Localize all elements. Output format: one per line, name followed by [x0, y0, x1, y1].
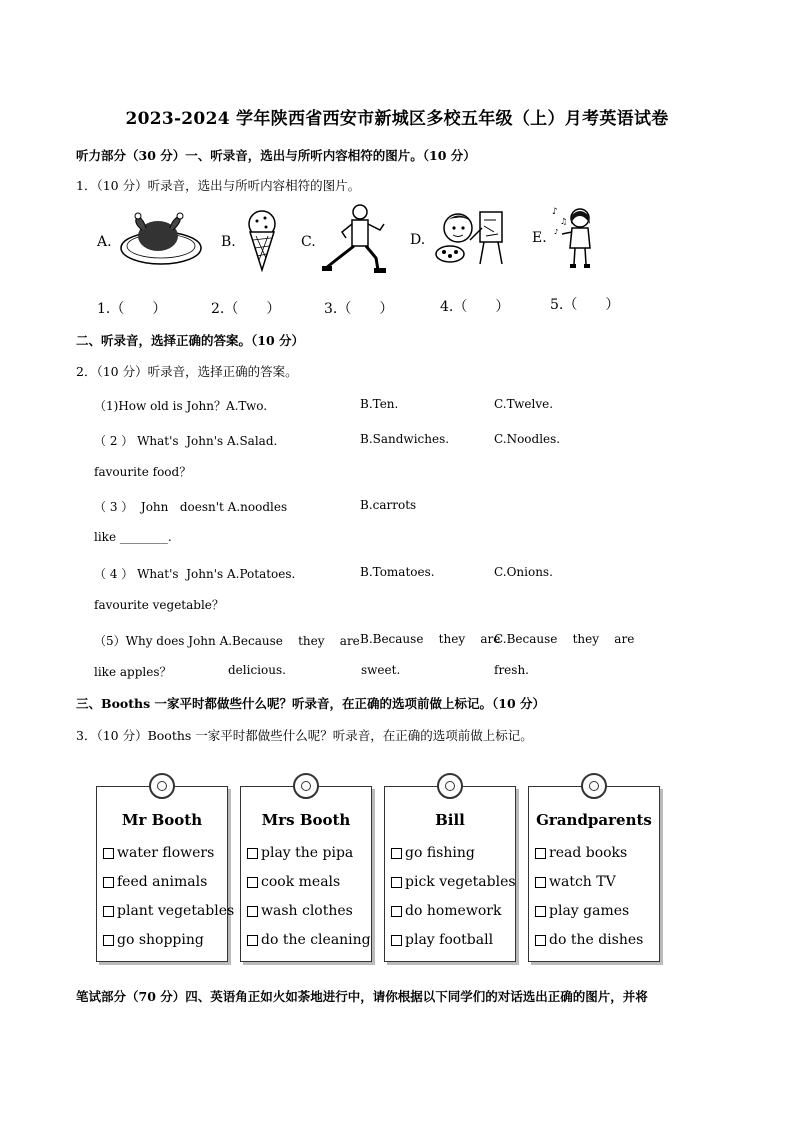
checkbox-item[interactable]: play games [535, 897, 659, 926]
singing-girl-icon [552, 204, 596, 272]
q2-5-option-c[interactable]: C.Because they are [494, 632, 635, 646]
picture-label-e: E. [532, 230, 547, 246]
picture-label-a: A. [97, 234, 112, 250]
q2-5-stem: （5）Why does John A.Because they are [94, 634, 360, 648]
checkbox-item[interactable]: water flowers [103, 839, 227, 868]
checkbox-item[interactable]: go fishing [391, 839, 515, 868]
checkbox-item[interactable]: watch TV [535, 868, 659, 897]
tag-ring-icon [293, 773, 319, 799]
tag-ring-icon [437, 773, 463, 799]
q2-5-option-b-cont: sweet. [361, 663, 401, 677]
q2-4-option-c[interactable]: C.Onions. [494, 565, 553, 579]
picture-label-c: C. [301, 234, 316, 250]
q2-3-option-b[interactable]: B.carrots [360, 498, 417, 512]
question-2-stem: 2．（10 分）听录音，选择正确的答案。 [76, 364, 298, 379]
svg-text:♫: ♫ [560, 217, 568, 226]
q2-1-stem: （1)How old is John？A.Two. [94, 399, 268, 413]
painting-boy-icon [434, 206, 506, 268]
answer-blank-1[interactable]: 1.（ ） [97, 301, 167, 317]
checkbox-icon[interactable] [391, 935, 402, 946]
tag-grandparents [528, 786, 660, 962]
q2-1-option-c[interactable]: C.Twelve. [494, 397, 554, 411]
tag-title: Grandparents [536, 811, 652, 829]
checkbox-icon[interactable] [535, 906, 546, 917]
section-header-choose: 二、听录音，选择正确的答案。（10 分） [76, 333, 304, 348]
checkbox-icon[interactable] [535, 877, 546, 888]
checkbox-item[interactable]: do homework [391, 897, 515, 926]
checkbox-icon[interactable] [391, 906, 402, 917]
checkbox-item[interactable]: cook meals [247, 868, 371, 897]
q2-2-option-b[interactable]: B.Sandwiches. [360, 432, 450, 446]
svg-text:♪: ♪ [552, 207, 558, 217]
checkbox-icon[interactable] [391, 848, 402, 859]
svg-text:♪: ♪ [554, 228, 559, 236]
checkbox-icon[interactable] [103, 848, 114, 859]
checkbox-icon[interactable] [391, 877, 402, 888]
q2-4-continuation: favourite vegetable？ [94, 598, 224, 612]
answer-blank-4[interactable]: 4.（ ） [440, 299, 510, 315]
checkbox-item[interactable]: wash clothes [247, 897, 371, 926]
checkbox-icon[interactable] [103, 906, 114, 917]
checkbox-icon[interactable] [247, 906, 258, 917]
checkbox-icon[interactable] [247, 848, 258, 859]
checkbox-icon[interactable] [535, 935, 546, 946]
question-1-stem: 1．（10 分）听录音，选出与所听内容相符的图片。 [76, 178, 361, 193]
tag-bill [384, 786, 516, 962]
q2-1-option-b[interactable]: B.Ten. [360, 397, 399, 411]
checkbox-icon[interactable] [535, 848, 546, 859]
checkbox-item[interactable]: pick vegetables [391, 868, 515, 897]
q2-4-stem: （ 4 ） What's John's A.Potatoes. [94, 567, 296, 581]
q2-5-continuation: like apples？ [94, 665, 172, 679]
q2-3-stem: （ 3 ） John doesn't A.noodles [94, 500, 288, 514]
tag-ring-icon [149, 773, 175, 799]
checkbox-item[interactable]: do the dishes [535, 926, 659, 955]
tag-title: Mrs Booth [261, 811, 351, 829]
checkbox-icon[interactable] [103, 935, 114, 946]
picture-label-b: B. [221, 234, 236, 250]
kung-fu-man-icon [322, 202, 392, 274]
tag-title: Bill [435, 811, 465, 829]
section-header-listening: 听力部分（30 分）一、听录音，选出与所听内容相符的图片。（10 分） [76, 148, 476, 163]
tag-title: Mr Booth [121, 811, 203, 829]
ice-cream-icon [244, 208, 280, 272]
q2-5-option-b[interactable]: B.Because they are [360, 632, 501, 646]
tag-mrs-booth [240, 786, 372, 962]
q2-2-continuation: favourite food？ [94, 465, 192, 479]
checkbox-icon[interactable] [103, 877, 114, 888]
checkbox-item[interactable]: plant vegetables [103, 897, 227, 926]
answer-blank-5[interactable]: 5.（ ） [550, 297, 620, 313]
checkbox-item[interactable]: do the cleaning [247, 926, 371, 955]
tag-ring-icon [581, 773, 607, 799]
answer-blank-3[interactable]: 3.（ ） [324, 301, 394, 317]
checkbox-item[interactable]: go shopping [103, 926, 227, 955]
q2-5-option-c-cont: fresh. [494, 663, 529, 677]
picture-label-d: D. [410, 232, 426, 248]
section-header-booths: 三、Booths 一家平时都做些什么呢？听录音，在正确的选项前做上标记。（10 分） [76, 696, 545, 711]
roast-chicken-icon [118, 208, 204, 268]
checkbox-icon[interactable] [247, 877, 258, 888]
q2-5-option-a-cont: delicious. [228, 663, 286, 677]
tag-mr-booth [96, 786, 235, 962]
answer-blank-2[interactable]: 2.（ ） [211, 301, 281, 317]
section-header-writing: 笔试部分（70 分）四、英语角正如火如荼地进行中，请你根据以下同学们的对话选出正确的图片，并将 [76, 989, 648, 1004]
checkbox-item[interactable]: read books [535, 839, 659, 868]
checkbox-icon[interactable] [247, 935, 258, 946]
q2-4-option-b[interactable]: B.Tomatoes. [360, 565, 435, 579]
page-title: 2023-2024 学年陕西省西安市新城区多校五年级（上）月考英语试卷 [125, 109, 669, 129]
question-3-stem: 3．（10 分）Booths 一家平时都做些什么呢？听录音，在正确的选项前做上标记。 [76, 728, 533, 743]
checkbox-item[interactable]: play football [391, 926, 515, 955]
checkbox-item[interactable]: feed animals [103, 868, 227, 897]
checkbox-item[interactable]: play the pipa [247, 839, 371, 868]
q2-2-option-c[interactable]: C.Noodles. [494, 432, 561, 446]
q2-2-stem: （ 2 ） What's John's A.Salad. [94, 434, 278, 448]
q2-3-continuation: like ________. [94, 530, 172, 544]
